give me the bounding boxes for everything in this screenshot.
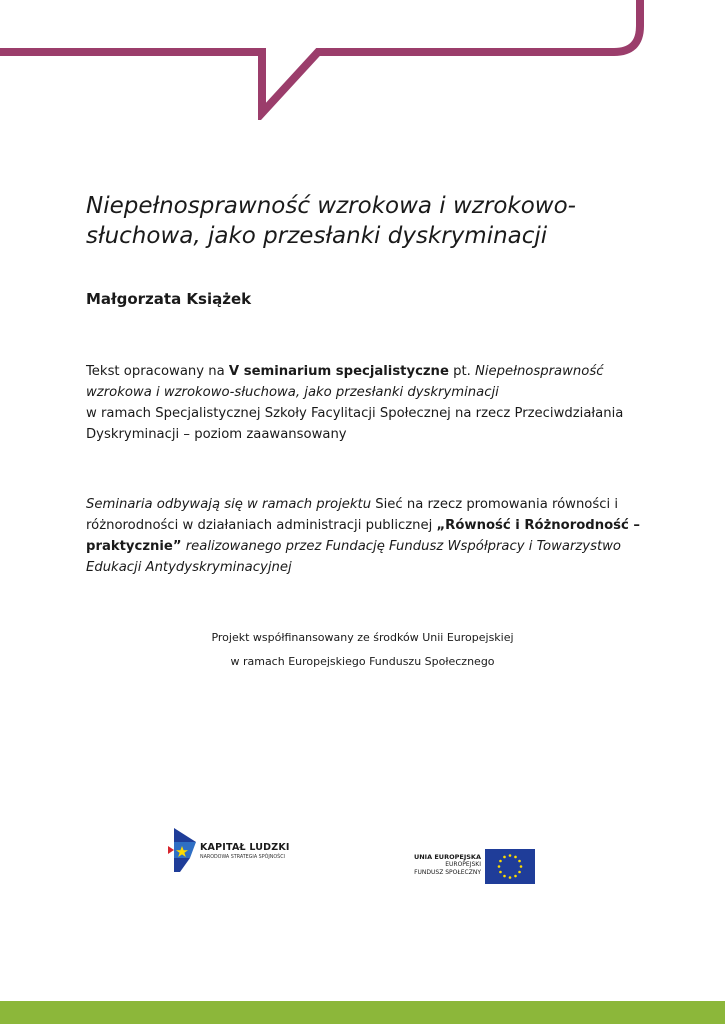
kapital-ludzki-logo-icon bbox=[168, 828, 196, 872]
kapital-ludzki-subtitle: NARODOWA STRATEGIA SPÓJNOŚCI bbox=[200, 855, 285, 860]
eu-social-fund-logo bbox=[395, 848, 535, 886]
eu-star bbox=[509, 876, 512, 879]
document-title: Niepełnosprawność wzrokowa i wzrokowo-słuchowa, jako przesłanki dyskryminacji bbox=[86, 193, 576, 249]
eu-star bbox=[514, 875, 517, 878]
eu-star bbox=[509, 854, 512, 857]
kapital-ludzki-logo bbox=[168, 828, 298, 872]
eu-star bbox=[499, 871, 502, 874]
eu-star bbox=[518, 860, 521, 863]
seminar-name: V seminarium specjalistyczne bbox=[228, 364, 449, 379]
eu-star bbox=[498, 865, 501, 868]
intro-text-2: pt. bbox=[448, 364, 476, 379]
funding-line-2: w ramach Europejskiego Funduszu Społecznego bbox=[230, 655, 495, 668]
eu-flag-icon bbox=[485, 849, 535, 884]
eu-logo-text bbox=[414, 853, 481, 877]
project-name: „Równość i Różnorodność – praktycznie” bbox=[86, 518, 641, 554]
intro-text-3: w ramach Specjalistycznej Szkoły Facylitacji Społecznej na rzecz Przeciwdziałania Dyskryminacji – poziom zaawansowany bbox=[86, 406, 624, 442]
intro-text-1: Tekst opracowany na bbox=[86, 364, 229, 379]
seminar-topic: Niepełnosprawność wzrokowa i wzrokowo-słuchowa, jako przesłanki dyskryminacji bbox=[86, 364, 604, 400]
kapital-ludzki-name: KAPITAŁ LUDZKI bbox=[200, 842, 290, 853]
eu-star bbox=[503, 856, 506, 859]
project-text-2: Sieć na rzecz promowania równości i różnorodności w działaniach administracji publicznej bbox=[86, 497, 619, 533]
speech-bubble-decoration bbox=[0, 0, 725, 120]
eu-name: UNIA EUROPEJSKA bbox=[413, 853, 481, 861]
author-name: Małgorzata Książek bbox=[86, 290, 252, 308]
eu-star bbox=[503, 875, 506, 878]
funding-line-1: Projekt współfinansowany ze środków Unii Europejskiej bbox=[211, 631, 514, 644]
bottom-color-bar bbox=[0, 1001, 725, 1024]
eu-star bbox=[499, 860, 502, 863]
eu-star bbox=[518, 871, 521, 874]
project-text-1: Seminaria odbywają się w ramach projektu bbox=[86, 497, 372, 512]
project-text-3: realizowanego przez Fundację Fundusz Współpracy i Towarzystwo Edukacji Antydyskryminacyjnej bbox=[86, 539, 622, 575]
eu-star bbox=[514, 856, 517, 859]
eu-fund-line-1: EUROPEJSKI bbox=[445, 861, 481, 868]
project-paragraph bbox=[86, 494, 646, 578]
intro-paragraph bbox=[86, 361, 646, 445]
eu-star bbox=[520, 865, 523, 868]
eu-fund-line-2: FUNDUSZ SPOŁECZNY bbox=[414, 869, 481, 876]
